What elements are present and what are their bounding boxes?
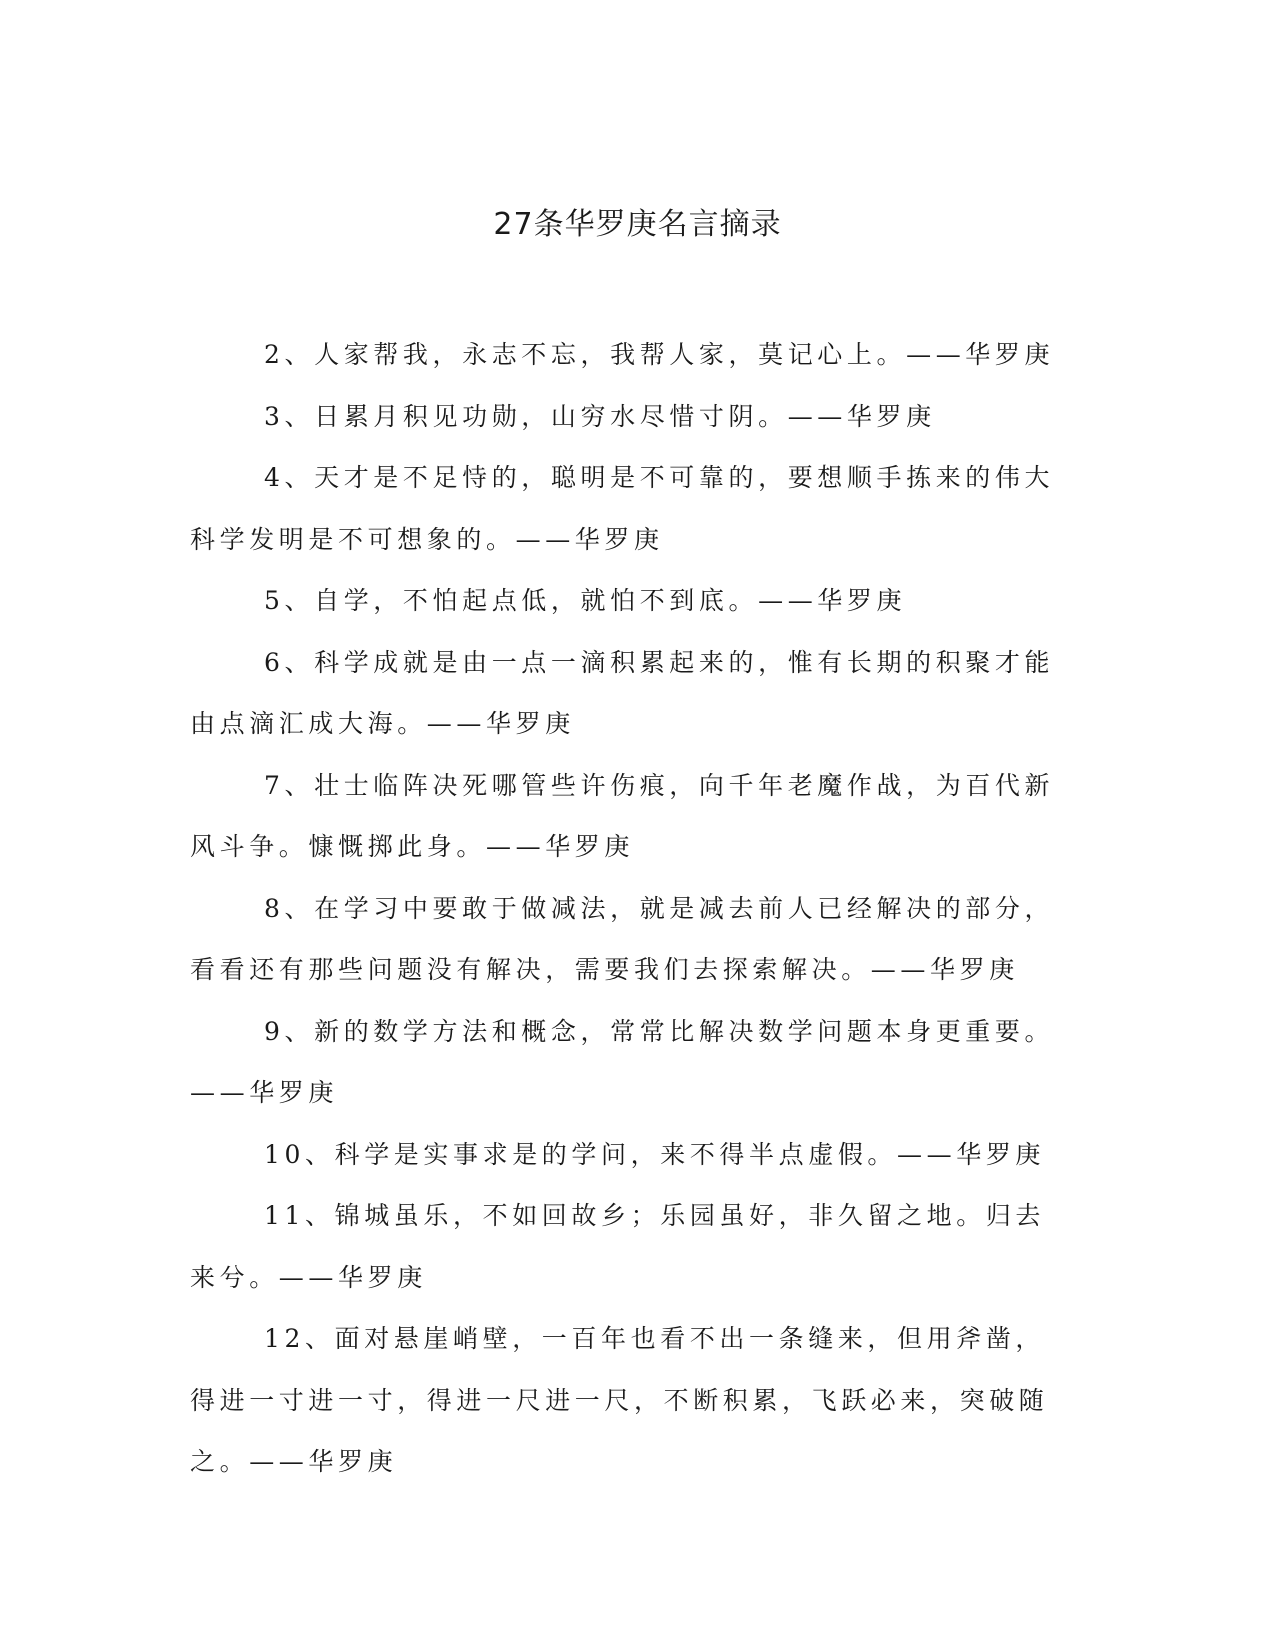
quote-paragraph: 11、锦城虽乐，不如回故乡；乐园虽好，非久留之地。归去来兮。——华罗庚 [190,1201,1046,1292]
quote-paragraph: 2、人家帮我，永志不忘，我帮人家，莫记心上。——华罗庚 [264,340,1055,369]
quote-paragraph: 4、天才是不足恃的，聪明是不可靠的，要想顺手拣来的伟大科学发明是不可想象的。——华罗庚 [190,463,1055,554]
quote-paragraph: 3、日累月积见功勋，山穷水尽惜寸阴。——华罗庚 [264,401,936,431]
quote-paragraph: 6、科学成就是由一点一滴积累起来的，惟有长期的积聚才能由点滴汇成大海。——华罗庚 [190,647,1055,738]
quote-paragraph: 12、面对悬崖峭壁，一百年也看不出一条缝来，但用斧凿，得进一寸进一寸，得进一尺进一尺，不断积累，飞跃必来，突破随之。——华罗庚 [190,1324,1049,1476]
quote-paragraph: 10、科学是实事求是的学问，来不得半点虚假。——华罗庚 [264,1139,1046,1169]
quote-paragraph: 9、新的数学方法和概念，常常比解决数学问题本身更重要。——华罗庚 [190,1016,1055,1107]
quote-paragraph: 7、壮士临阵决死哪管些许伤痕，向千年老魔作战，为百代新风斗争。慷慨掷此身。——华罗庚 [190,770,1055,861]
document-body [190,324,1070,1493]
quote-paragraph: 5、自学，不怕起点低，就怕不到底。——华罗庚 [264,586,907,615]
document-title: 27条华罗庚名言摘录 [493,207,782,242]
quote-paragraph: 8、在学习中要敢于做减法，就是减去前人已经解决的部分，看看还有那些问题没有解决，需要我们去探索解决。——华罗庚 [190,893,1055,984]
